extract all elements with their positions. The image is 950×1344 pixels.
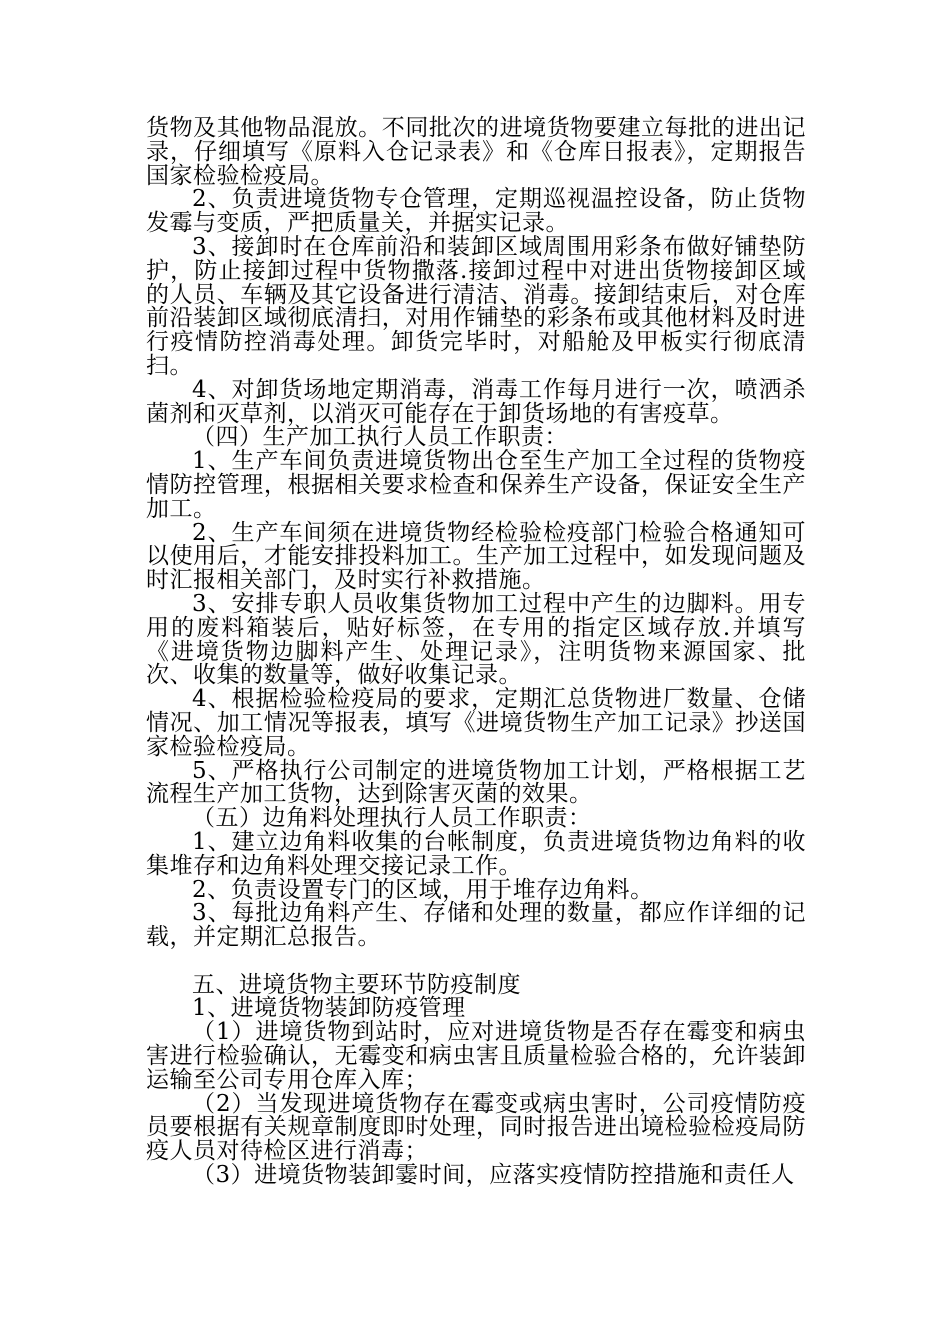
paragraph: 5、严格执行公司制定的进境货物加工计划，严格根据工艺流程生产加工货物，达到除害灭菌的效果。 bbox=[146, 757, 806, 808]
paragraph: （2）当发现进境货物存在霉变或病虫害时，公司疫情防疫员要根据有关规章制度即时处理，同时报告进出境检验检疫局防疫人员对待检区进行消毒； bbox=[146, 1090, 806, 1165]
subsection-heading: 1、进境货物装卸防疫管理 bbox=[192, 995, 466, 1022]
paragraph: 2、生产车间须在进境货物经检验检疫部门检验合格通知可以使用后，才能安排投料加工。生产加工过程中，如发现问题及时汇报相关部门，及时实行补救措施。 bbox=[146, 519, 806, 594]
chapter-heading: 五、进境货物主要环节防疫制度 bbox=[192, 971, 521, 998]
paragraph: （3）进境货物装卸霎时间，应落实疫情防控措施和责任人 bbox=[192, 1162, 795, 1189]
paragraph: 3、安排专职人员收集货物加工过程中产生的边脚料。用专用的废料箱装后，贴好标签，在专用的指定区域存放.并填写《进境货物边脚料产生、处理记录》，注明货物来源国家、批次、收集的数量等，做好收集记录。 bbox=[146, 590, 806, 689]
paragraph: 4、根据检验检疫局的要求，定期汇总货物进厂数量、仓储情况、加工情况等报表，填写《进境货物生产加工记录》抄送国家检验检疫局。 bbox=[146, 686, 806, 760]
document-body bbox=[146, 117, 806, 1188]
paragraph: 2、负责设置专门的区域，用于堆存边角料。 bbox=[192, 876, 654, 903]
paragraph: 2、负责进境货物专仓管理，定期巡视温控设备，防止货物发霉与变质，严把质量关，并据实记录。 bbox=[146, 186, 806, 237]
paragraph: 1、建立边角料收集的台帐制度，负责进境货物边角料的收集堆存和边角料处理交接记录工作。 bbox=[146, 828, 806, 879]
section-heading: （四）生产加工执行人员工作职责： bbox=[192, 424, 568, 451]
paragraph: （1）进境货物到站时，应对进境货物是否存在霉变和病虫害进行检验确认，无霉变和病虫害且质量检验合格的，允许装卸运输至公司专用仓库入库； bbox=[146, 1019, 806, 1093]
paragraph: 货物及其他物品混放。不同批次的进境货物要建立每批的进出记录，仔细填写《原料入仓记录表》和《仓库日报表》，定期报告国家检验检疫局。 bbox=[146, 115, 806, 189]
paragraph: 4、对卸货场地定期消毒，消毒工作每月进行一次，喷洒杀菌剂和灭草剂，以消灭可能存在于卸货场地的有害疫草。 bbox=[146, 376, 806, 427]
section-heading: （五）边角料处理执行人员工作职责： bbox=[192, 805, 592, 832]
paragraph: 3、接卸时在仓库前沿和装卸区域周围用彩条布做好铺垫防护，防止接卸过程中货物撒落.接卸过程中对进出货物接卸区域的人员、车辆及其它设备进行清洁、消毒。接卸结束后，对仓库前沿装卸区域彻底清扫，对用作铺垫的彩条布或其他材料及时进行疫情防控消毒处理。卸货完毕时，对船舱及甲板实行彻底清扫。 bbox=[146, 233, 806, 379]
paragraph: 1、生产车间负责进境货物出仓至生产加工全过程的货物疫情防控管理，根据相关要求检查和保养生产设备，保证安全生产加工。 bbox=[146, 448, 806, 522]
paragraph: 3、每批边角料产生、存储和处理的数量，都应作详细的记载，并定期汇总报告。 bbox=[146, 900, 806, 951]
